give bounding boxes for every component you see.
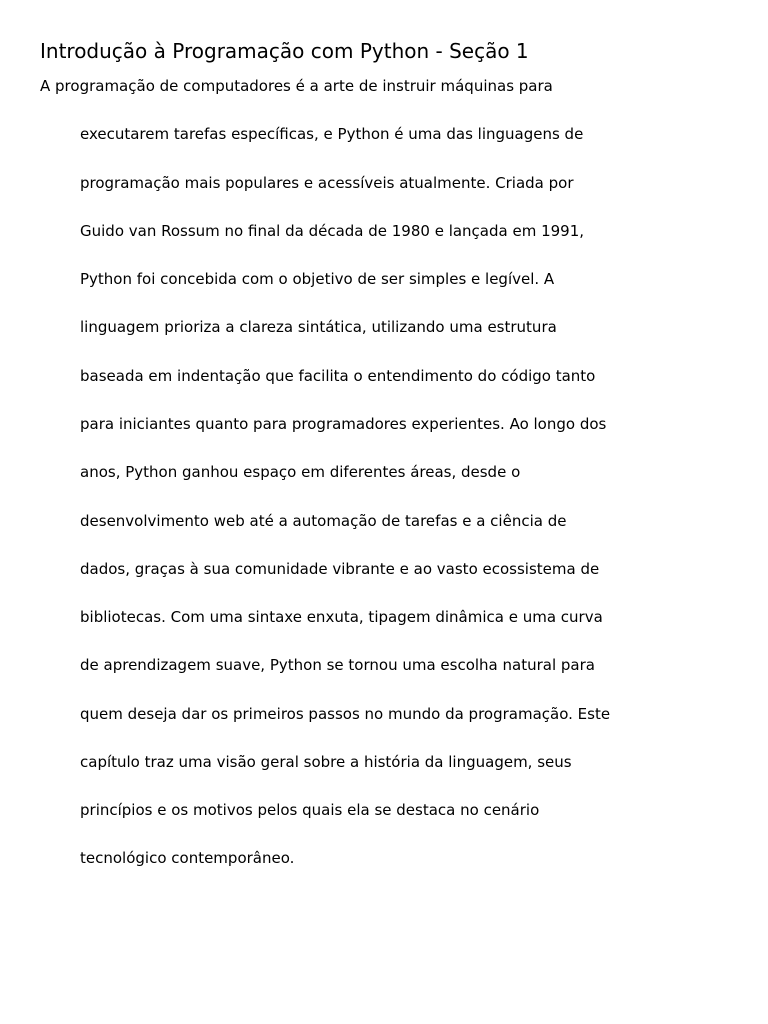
paragraph-line: programação mais populares e acessíveis atualmente. Criada por	[80, 174, 574, 192]
paragraph-line: baseada em indentação que facilita o entendimento do código tanto	[80, 367, 596, 385]
paragraph-line: desenvolvimento web até a automação de tarefas e a ciência de	[80, 512, 567, 530]
paragraph-line: executarem tarefas específicas, e Python é uma das linguagens de	[80, 125, 584, 143]
paragraph-line: princípios e os motivos pelos quais ela se destaca no cenário	[80, 801, 540, 819]
paragraph-line: Guido van Rossum no final da década de 1980 e lançada em 1991,	[80, 222, 585, 240]
paragraph-line: para iniciantes quanto para programadores experientes. Ao longo dos	[80, 415, 607, 433]
paragraph-line: de aprendizagem suave, Python se tornou uma escolha natural para	[80, 656, 595, 674]
page-title: Introdução à Programação com Python - Seção 1	[40, 39, 529, 63]
paragraph-line: Python foi concebida com o objetivo de ser simples e legível. A	[80, 270, 555, 288]
paragraph-line: tecnológico contemporâneo.	[80, 849, 295, 867]
paragraph-line: dados, graças à sua comunidade vibrante e ao vasto ecossistema de	[80, 560, 600, 578]
paragraph-line: linguagem prioriza a clareza sintática, utilizando uma estrutura	[80, 318, 557, 336]
paragraph-line: bibliotecas. Com uma sintaxe enxuta, tipagem dinâmica e uma curva	[80, 608, 603, 626]
paragraph-line: capítulo traz uma visão geral sobre a história da linguagem, seus	[80, 753, 572, 771]
paragraph-line: anos, Python ganhou espaço em diferentes áreas, desde o	[80, 463, 521, 481]
paragraph-line: A programação de computadores é a arte de instruir máquinas para	[40, 77, 553, 95]
paragraph-line: quem deseja dar os primeiros passos no mundo da programação. Este	[80, 705, 611, 723]
